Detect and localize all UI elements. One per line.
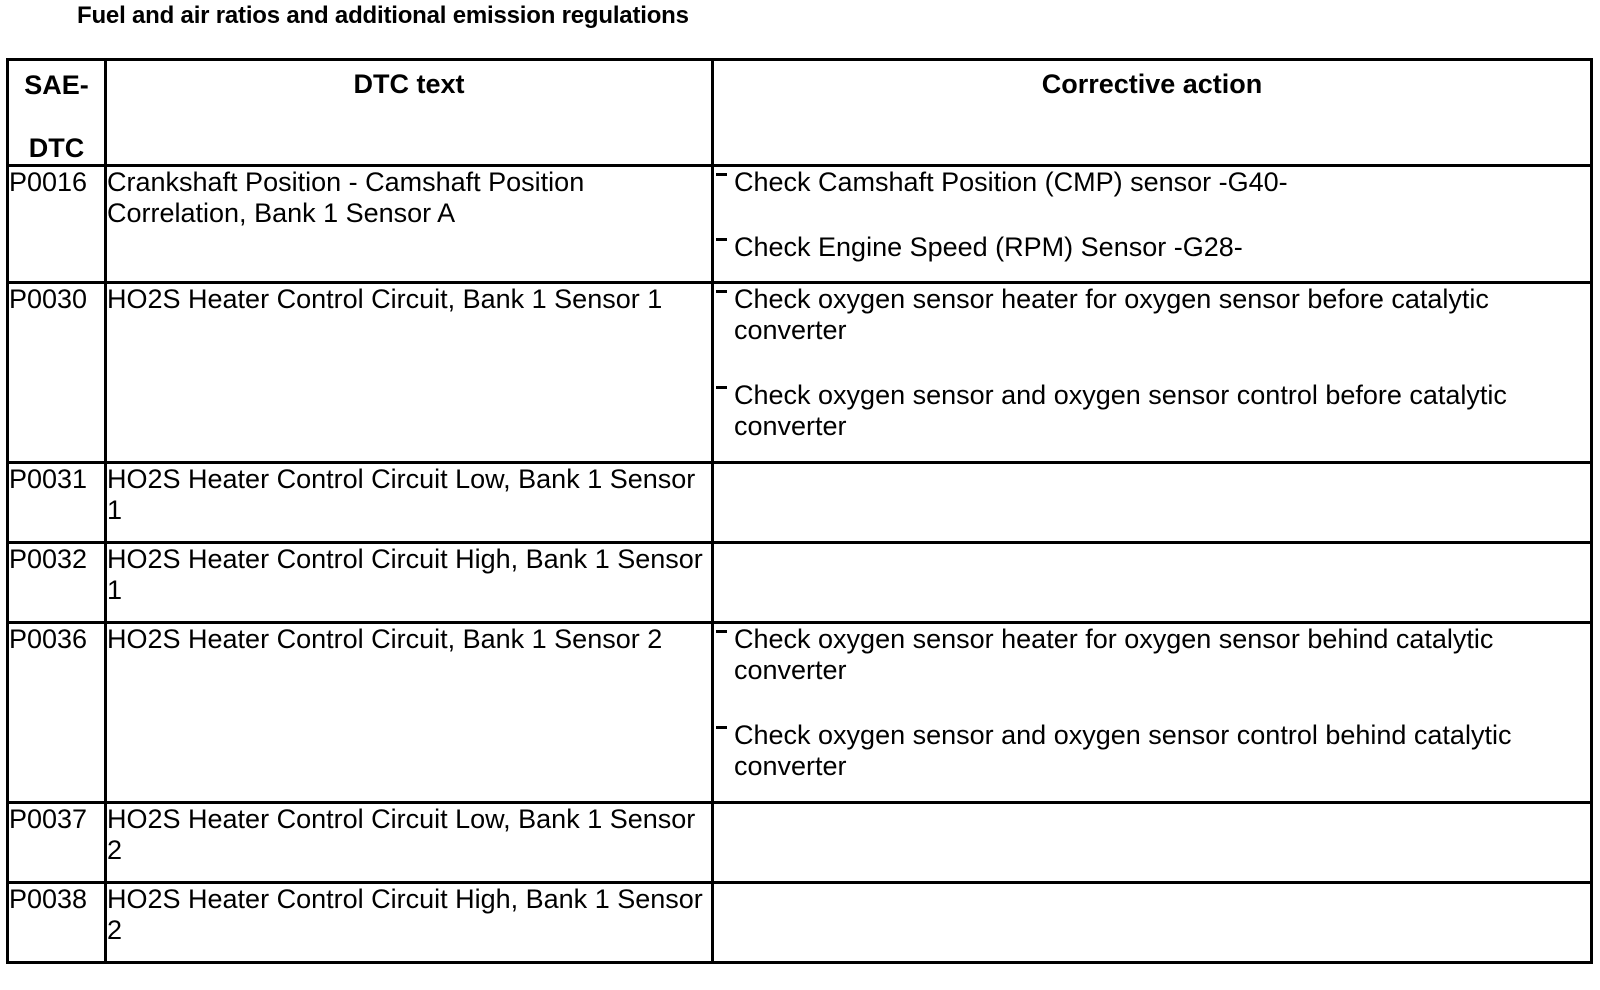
column-header-dtc-label: DTC	[28, 133, 85, 163]
column-header-corrective-action: Corrective action	[713, 60, 1592, 166]
corrective-action-item: Check Camshaft Position (CMP) sensor -G40-	[714, 167, 1590, 198]
corrective-action-cell	[713, 463, 1592, 543]
dtc-text-cell: HO2S Heater Control Circuit Low, Bank 1 Sensor 2	[106, 803, 713, 883]
corrective-action-cell	[713, 623, 1592, 803]
table-row	[8, 883, 1592, 963]
table-row	[8, 166, 1592, 283]
corrective-action-item: Check oxygen sensor heater for oxygen sensor before catalytic converter	[714, 284, 1590, 346]
dtc-text-cell: Crankshaft Position - Camshaft Position Correlation, Bank 1 Sensor A	[106, 166, 713, 283]
corrective-action-cell	[713, 283, 1592, 463]
column-header-dtc-text: DTC text	[106, 60, 713, 166]
dtc-text-cell: HO2S Heater Control Circuit, Bank 1 Sensor 1	[106, 283, 713, 463]
table-header-row	[8, 60, 1592, 166]
table-row	[8, 543, 1592, 623]
column-header-sae-label: SAE-	[24, 70, 89, 100]
corrective-action-item: Check oxygen sensor and oxygen sensor control behind catalytic converter	[714, 720, 1590, 782]
dtc-code-cell: P0038	[8, 883, 106, 963]
dtc-code-cell: P0030	[8, 283, 106, 463]
corrective-action-item: Check oxygen sensor heater for oxygen sensor behind catalytic converter	[714, 624, 1590, 686]
table-row	[8, 463, 1592, 543]
corrective-action-cell	[713, 166, 1592, 283]
dtc-text-cell: HO2S Heater Control Circuit Low, Bank 1 Sensor 1	[106, 463, 713, 543]
corrective-action-list	[714, 284, 1590, 442]
dtc-code-cell: P0037	[8, 803, 106, 883]
corrective-action-list	[714, 167, 1590, 263]
dtc-text-cell: HO2S Heater Control Circuit High, Bank 1 Sensor 2	[106, 883, 713, 963]
corrective-action-item: Check Engine Speed (RPM) Sensor -G28-	[714, 232, 1590, 263]
table-row	[8, 283, 1592, 463]
corrective-action-cell	[713, 883, 1592, 963]
corrective-action-item: Check oxygen sensor and oxygen sensor control before catalytic converter	[714, 380, 1590, 442]
dtc-code-cell: P0036	[8, 623, 106, 803]
table-row	[8, 803, 1592, 883]
dtc-table	[6, 58, 1593, 964]
dtc-code-cell: P0016	[8, 166, 106, 283]
column-header-sae-dtc	[8, 60, 106, 166]
dtc-text-cell: HO2S Heater Control Circuit High, Bank 1 Sensor 1	[106, 543, 713, 623]
dtc-code-cell: P0031	[8, 463, 106, 543]
corrective-action-cell	[713, 543, 1592, 623]
page-title: Fuel and air ratios and additional emission regulations	[77, 2, 689, 29]
table-row	[8, 623, 1592, 803]
dtc-text-cell: HO2S Heater Control Circuit, Bank 1 Sensor 2	[106, 623, 713, 803]
dtc-code-cell: P0032	[8, 543, 106, 623]
corrective-action-cell	[713, 803, 1592, 883]
corrective-action-list	[714, 624, 1590, 782]
